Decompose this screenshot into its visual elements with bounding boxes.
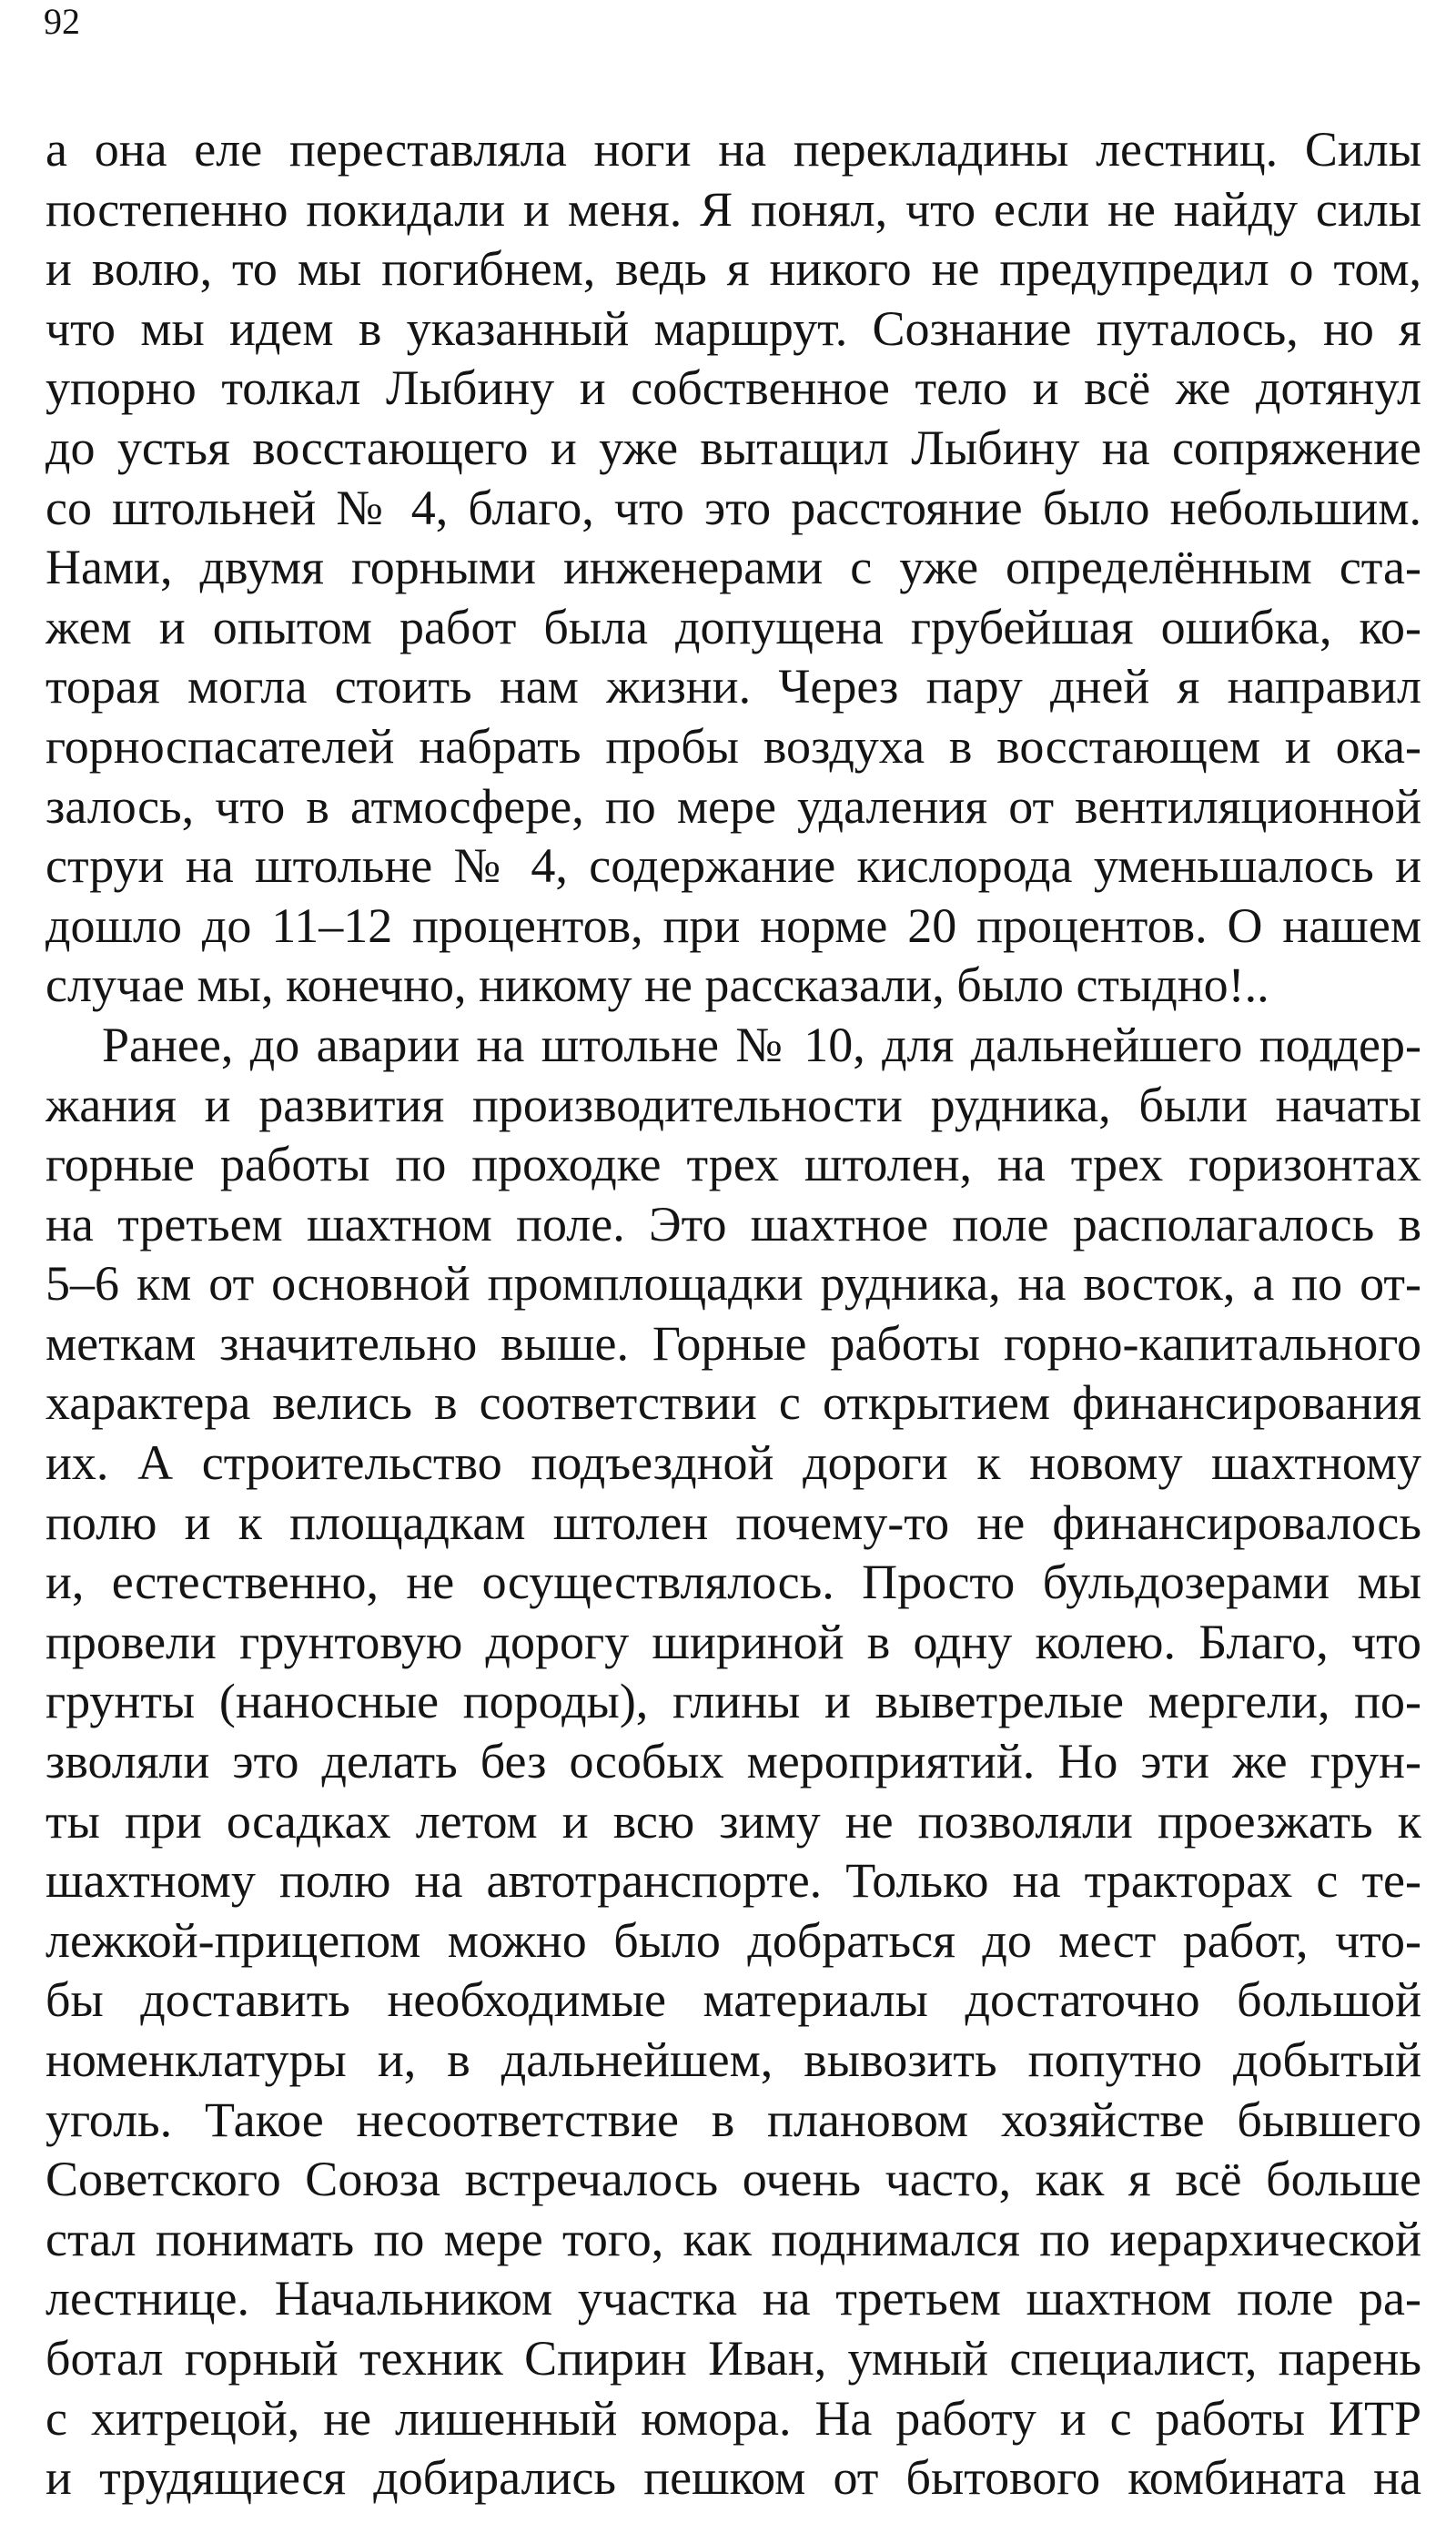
text-line: номенклатуры и, в дальнейшем, вывозить попутно добытый bbox=[46, 2032, 1421, 2087]
text-line: стал понимать по мере того, как поднимался по иерархической bbox=[46, 2211, 1421, 2266]
text-line: струи на штольне № 4, содержание кислорода уменьшалось и bbox=[46, 838, 1421, 894]
text-line: что мы идем в указанный маршрут. Сознание путалось, но я bbox=[46, 300, 1421, 356]
text-line: и трудящиеся добирались пешком от бытового комбината на bbox=[46, 2450, 1421, 2506]
text-line: провели грунтовую дорогу шириной в одну колею. Благо, что bbox=[46, 1614, 1421, 1669]
text-line: зволяли это делать без особых мероприятий. Но эти же грун- bbox=[46, 1734, 1421, 1789]
text-line: Ранее, до аварии на штольне № 10, для дальнейшего поддер- bbox=[102, 1017, 1421, 1072]
text-line: на третьем шахтном поле. Это шахтное поле располагалось в bbox=[46, 1196, 1421, 1251]
text-line: упорно толкал Лыбину и собственное тело и всё же дотянул bbox=[46, 360, 1421, 416]
text-line: а она еле переставляла ноги на перекладины лестниц. Силы bbox=[46, 122, 1421, 177]
text-line: меткам значительно выше. Горные работы горно-капитального bbox=[46, 1315, 1421, 1371]
text-line: их. А строительство подъездной дороги к новому шахтному bbox=[46, 1435, 1421, 1491]
body-text bbox=[46, 120, 1421, 2508]
text-line: полю и к площадкам штолен почему-то не финансировалось bbox=[46, 1495, 1421, 1550]
text-line: до устья восстающего и уже вытащил Лыбину на сопряжение bbox=[46, 420, 1421, 475]
text-line: лежкой-прицепом можно было добраться до мест работ, что- bbox=[46, 1912, 1421, 1968]
text-line: горноспасателей набрать пробы воздуха в восстающем и ока- bbox=[46, 718, 1421, 774]
text-line: горные работы по проходке трех штолен, на трех горизонтах bbox=[46, 1137, 1421, 1192]
text-line: ботал горный техник Спирин Иван, умный специалист, парень bbox=[46, 2330, 1421, 2386]
text-line: с хитрецой, не лишенный юмора. На работу и с работы ИТР bbox=[46, 2390, 1421, 2446]
text-line: и волю, то мы погибнем, ведь я никого не предупредил о том, bbox=[46, 241, 1421, 297]
text-line: торая могла стоить нам жизни. Через пару дней я направил bbox=[46, 659, 1421, 714]
text-line: характера велись в соответствии с открытием финансирования bbox=[46, 1375, 1421, 1431]
paragraph-1 bbox=[46, 120, 1421, 1016]
text-line: лестнице. Начальником участка на третьем шахтном поле ра- bbox=[46, 2271, 1421, 2326]
text-line: и, естественно, не осуществлялось. Просто бульдозерами мы bbox=[46, 1555, 1421, 1610]
text-line: бы доставить необходимые материалы достаточно большой bbox=[46, 1972, 1421, 2028]
text-line: залось, что в атмосфере, по мере удаления от вентиляционной bbox=[46, 778, 1421, 834]
text-line: ты при осадках летом и всю зиму не позволяли проезжать к bbox=[46, 1793, 1421, 1849]
text-line: постепенно покидали и меня. Я понял, что если не найду силы bbox=[46, 181, 1421, 237]
page-number: 92 bbox=[44, 1, 80, 42]
text-line: уголь. Такое несоответствие в плановом хозяйстве бывшего bbox=[46, 2092, 1421, 2147]
text-line: шахтному полю на автотранспорте. Только на тракторах с те- bbox=[46, 1853, 1421, 1909]
text-line: жания и развития производительности рудника, были начаты bbox=[46, 1077, 1421, 1132]
text-line: Советского Союза встречалось очень часто, как я всё больше bbox=[46, 2152, 1421, 2207]
text-line: дошло до 11–12 процентов, при норме 20 процентов. О нашем bbox=[46, 897, 1421, 953]
text-line: грунты (наносные породы), глины и выветрелые мергели, по- bbox=[46, 1674, 1421, 1729]
text-line: случае мы, конечно, никому не рассказали, было стыдно!.. bbox=[46, 958, 1269, 1013]
text-line: 5–6 км от основной промплощадки рудника, на восток, а по от- bbox=[46, 1256, 1421, 1312]
text-line: Нами, двумя горными инженерами с уже определённым ста- bbox=[46, 540, 1421, 595]
text-line: со штольней № 4, благо, что это расстояние было небольшим. bbox=[46, 480, 1421, 535]
text-line: жем и опытом работ была допущена грубейшая ошибка, ко- bbox=[46, 599, 1421, 654]
paragraph-2 bbox=[46, 1016, 1421, 2508]
